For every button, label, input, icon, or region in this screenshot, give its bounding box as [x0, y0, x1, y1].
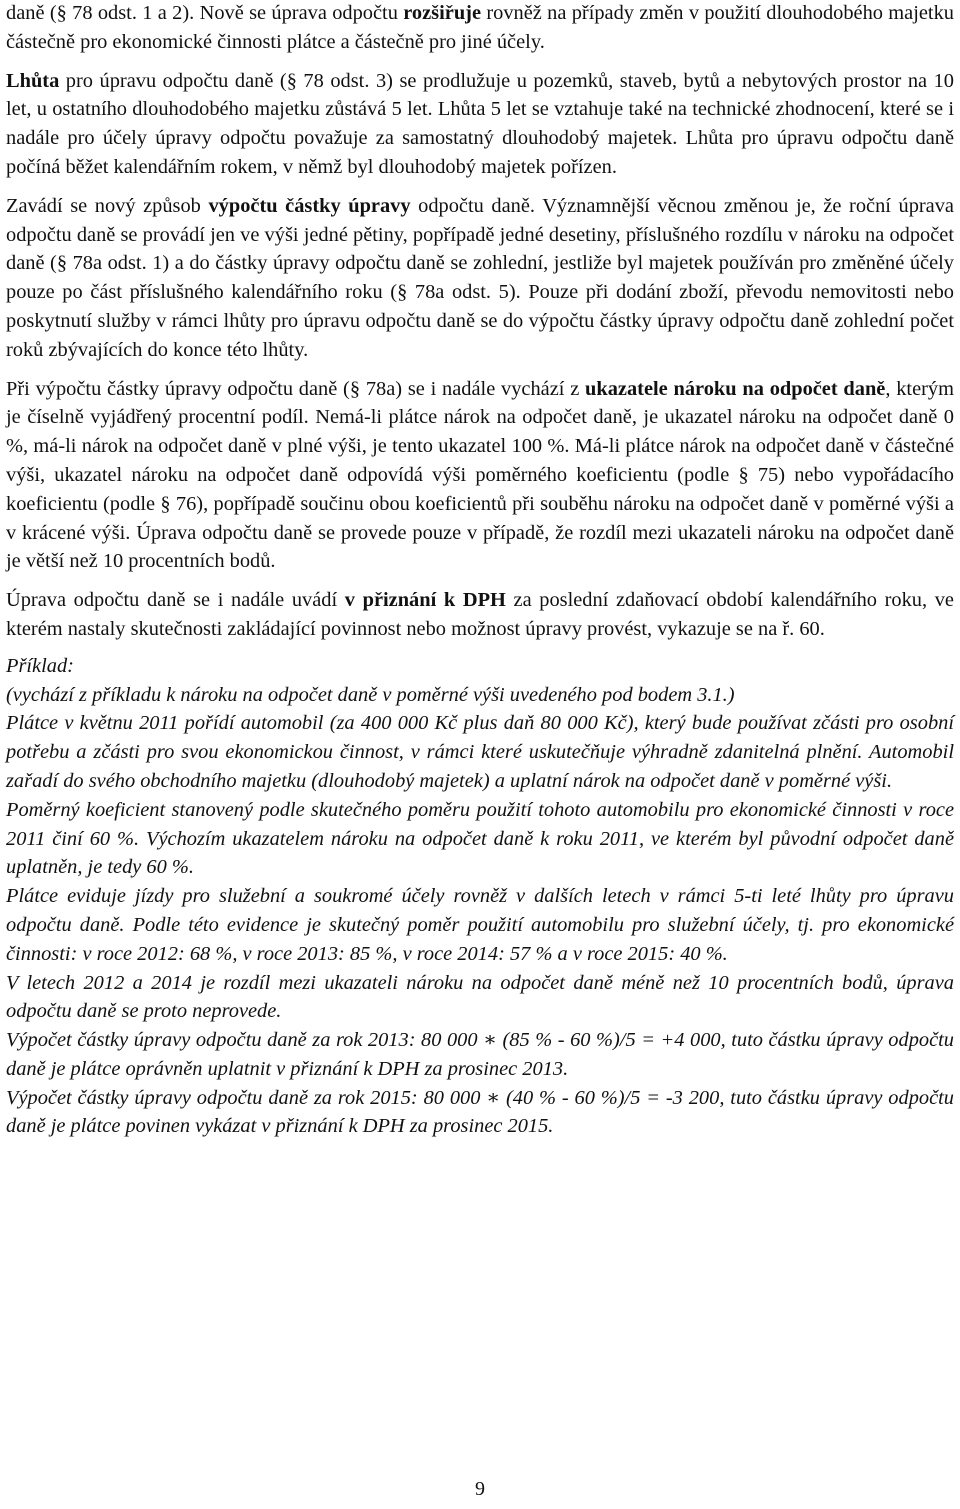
text: , kterým je číselně vyjádřený procentní podíl. Nemá-li plátce nárok na odpočet daně, je ukazatel nároku na odpočet daně 0 %, má-li nárok na odpočet daně v plné výši, je tento ukazatel 100 %. Má-li plátce nárok na odpočet daně v částečné výši, ukazatel nároku na odpočet daně odpovídá výši poměrného koeficientu (podle § 75) nebo vypořádacího koeficientu (podle § 76), popřípadě součinu obou koeficientů při souběhu nároku na odpočet daně v poměrné výši a v krácené výši. Úprava odpočtu daně se provede pouze v případě, že rozdíl mezi ukazateli nároku na odpočet daně je větší než 10 procentních bodů.	[6, 377, 954, 573]
bold-text: Lhůta	[6, 69, 60, 92]
example-line: (vychází z příkladu k nároku na odpočet daně v poměrné výši uvedeného pod bodem 3.1.)	[6, 683, 735, 706]
paragraph-2	[6, 67, 954, 182]
example-line: V letech 2012 a 2014 je rozdíl mezi ukazateli nároku na odpočet daně méně než 10 procentních bodů, úprava odpočtu daně se proto neprovede.	[6, 971, 954, 1023]
text: pro úpravu odpočtu daně (§ 78 odst. 3) se prodlužuje u pozemků, staveb, bytů a nebytových prostor na 10 let, u ostatního dlouhodobého majetku zůstává 5 let. Lhůta 5 let se vztahuje také na technické zhodnocení, které se i nadále pro účely úpravy odpočtu považuje za samostatný dlouhodobý majetek. Lhůta pro úpravu odpočtu daně počíná běžet kalendářním rokem, v němž byl dlouhodobý majetek pořízen.	[6, 69, 954, 178]
page-number: 9	[475, 1478, 485, 1500]
example-line: Plátce eviduje jízdy pro služební a soukromé účely rovněž v dalších letech v rámci 5-ti leté lhůty pro úpravu odpočtu daně. Podle této evidence je skutečný poměr použití automobilu pro služební účely, tj. pro ekonomické činnosti: v roce 2012: 68 %, v roce 2013: 85 %, v roce 2014: 57 % a v roce 2015: 40 %.	[6, 885, 954, 965]
text: Úprava odpočtu daně se i nadále uvádí	[6, 589, 345, 612]
bold-text: ukazatele nároku na odpočet daně	[585, 377, 886, 400]
example-block	[6, 652, 954, 1142]
paragraph-1	[6, 0, 954, 57]
text: Zavádí se nový způsob	[6, 194, 209, 217]
text: za poslední zdaňovací období kalendářního roku, ve kterém nastaly skutečnosti zakládající povinnost nebo možnost úpravy provést, vykazuje se na ř. 60.	[6, 589, 954, 640]
text: rovněž na případy změn v použití dlouhodobého majetku částečně pro ekonomické činnosti plátce a částečně pro jiné účely.	[6, 2, 954, 53]
paragraph-4	[6, 375, 954, 577]
text: Při výpočtu částky úpravy odpočtu daně (§ 78a) se i nadále vychází z	[6, 377, 586, 400]
text: daně (§ 78 odst. 1 a 2). Nově se úprava odpočtu	[6, 2, 404, 24]
example-line: Výpočet částky úpravy odpočtu daně za rok 2013: 80 000 ∗ (85 % - 60 %)/5 = +4 000, tuto částku úpravy odpočtu daně je plátce oprávněn uplatnit v přiznání k DPH za prosinec 2013.	[6, 1029, 954, 1080]
document-page	[6, 0, 954, 1141]
example-line: Poměrný koeficient stanovený podle skutečného poměru použití tohoto automobilu pro ekonomické činnosti v roce 2011 činí 60 %. Výchozím ukazatelem nároku na odpočet daně k roku 2011, ve kterém byl původní odpočet daně uplatněn, je tedy 60 %.	[6, 798, 954, 879]
text: odpočtu daně. Významnější věcnou změnou je, že roční úprava odpočtu daně se provádí jen ve výši jedné pětiny, popřípadě jedné desetiny, příslušného rozdílu v nároku na odpočet daně (§ 78a odst. 1) a do částky úpravy odpočtu daně se zohlední, jestliže byl majetek používán pro změněné účely pouze po část příslušného kalendářního roku (§ 78a odst. 5). Pouze při dodání zboží, převodu nemovitosti nebo poskytnutí služby v rámci lhůty pro úpravu odpočtu daně se do výpočtu částky úpravy odpočtu daně zohlední počet roků zbývajících do konce této lhůty.	[6, 194, 954, 361]
paragraph-5	[6, 586, 954, 644]
bold-text: rozšiřuje	[403, 2, 481, 24]
example-line: Plátce v květnu 2011 pořídí automobil (za 400 000 Kč plus daň 80 000 Kč), který bude používat zčásti pro osobní potřebu a zčásti pro svou ekonomickou činnost, v rámci které uskutečňuje výhradně zdanitelná plnění. Automobil zařadí do svého obchodního majetku (dlouhodobý majetek) a uplatní nárok na odpočet daně v poměrné výši.	[6, 712, 954, 792]
bold-text: výpočtu částky úpravy	[208, 194, 411, 217]
example-line: Výpočet částky úpravy odpočtu daně za rok 2015: 80 000 ∗ (40 % - 60 %)/5 = -3 200, tuto částku úpravy odpočtu daně je plátce povinen vykázat v přiznání k DPH za prosinec 2015.	[6, 1086, 954, 1138]
example-heading: Příklad:	[6, 654, 74, 677]
paragraph-3	[6, 192, 954, 365]
bold-text: v přiznání k DPH	[344, 589, 506, 612]
